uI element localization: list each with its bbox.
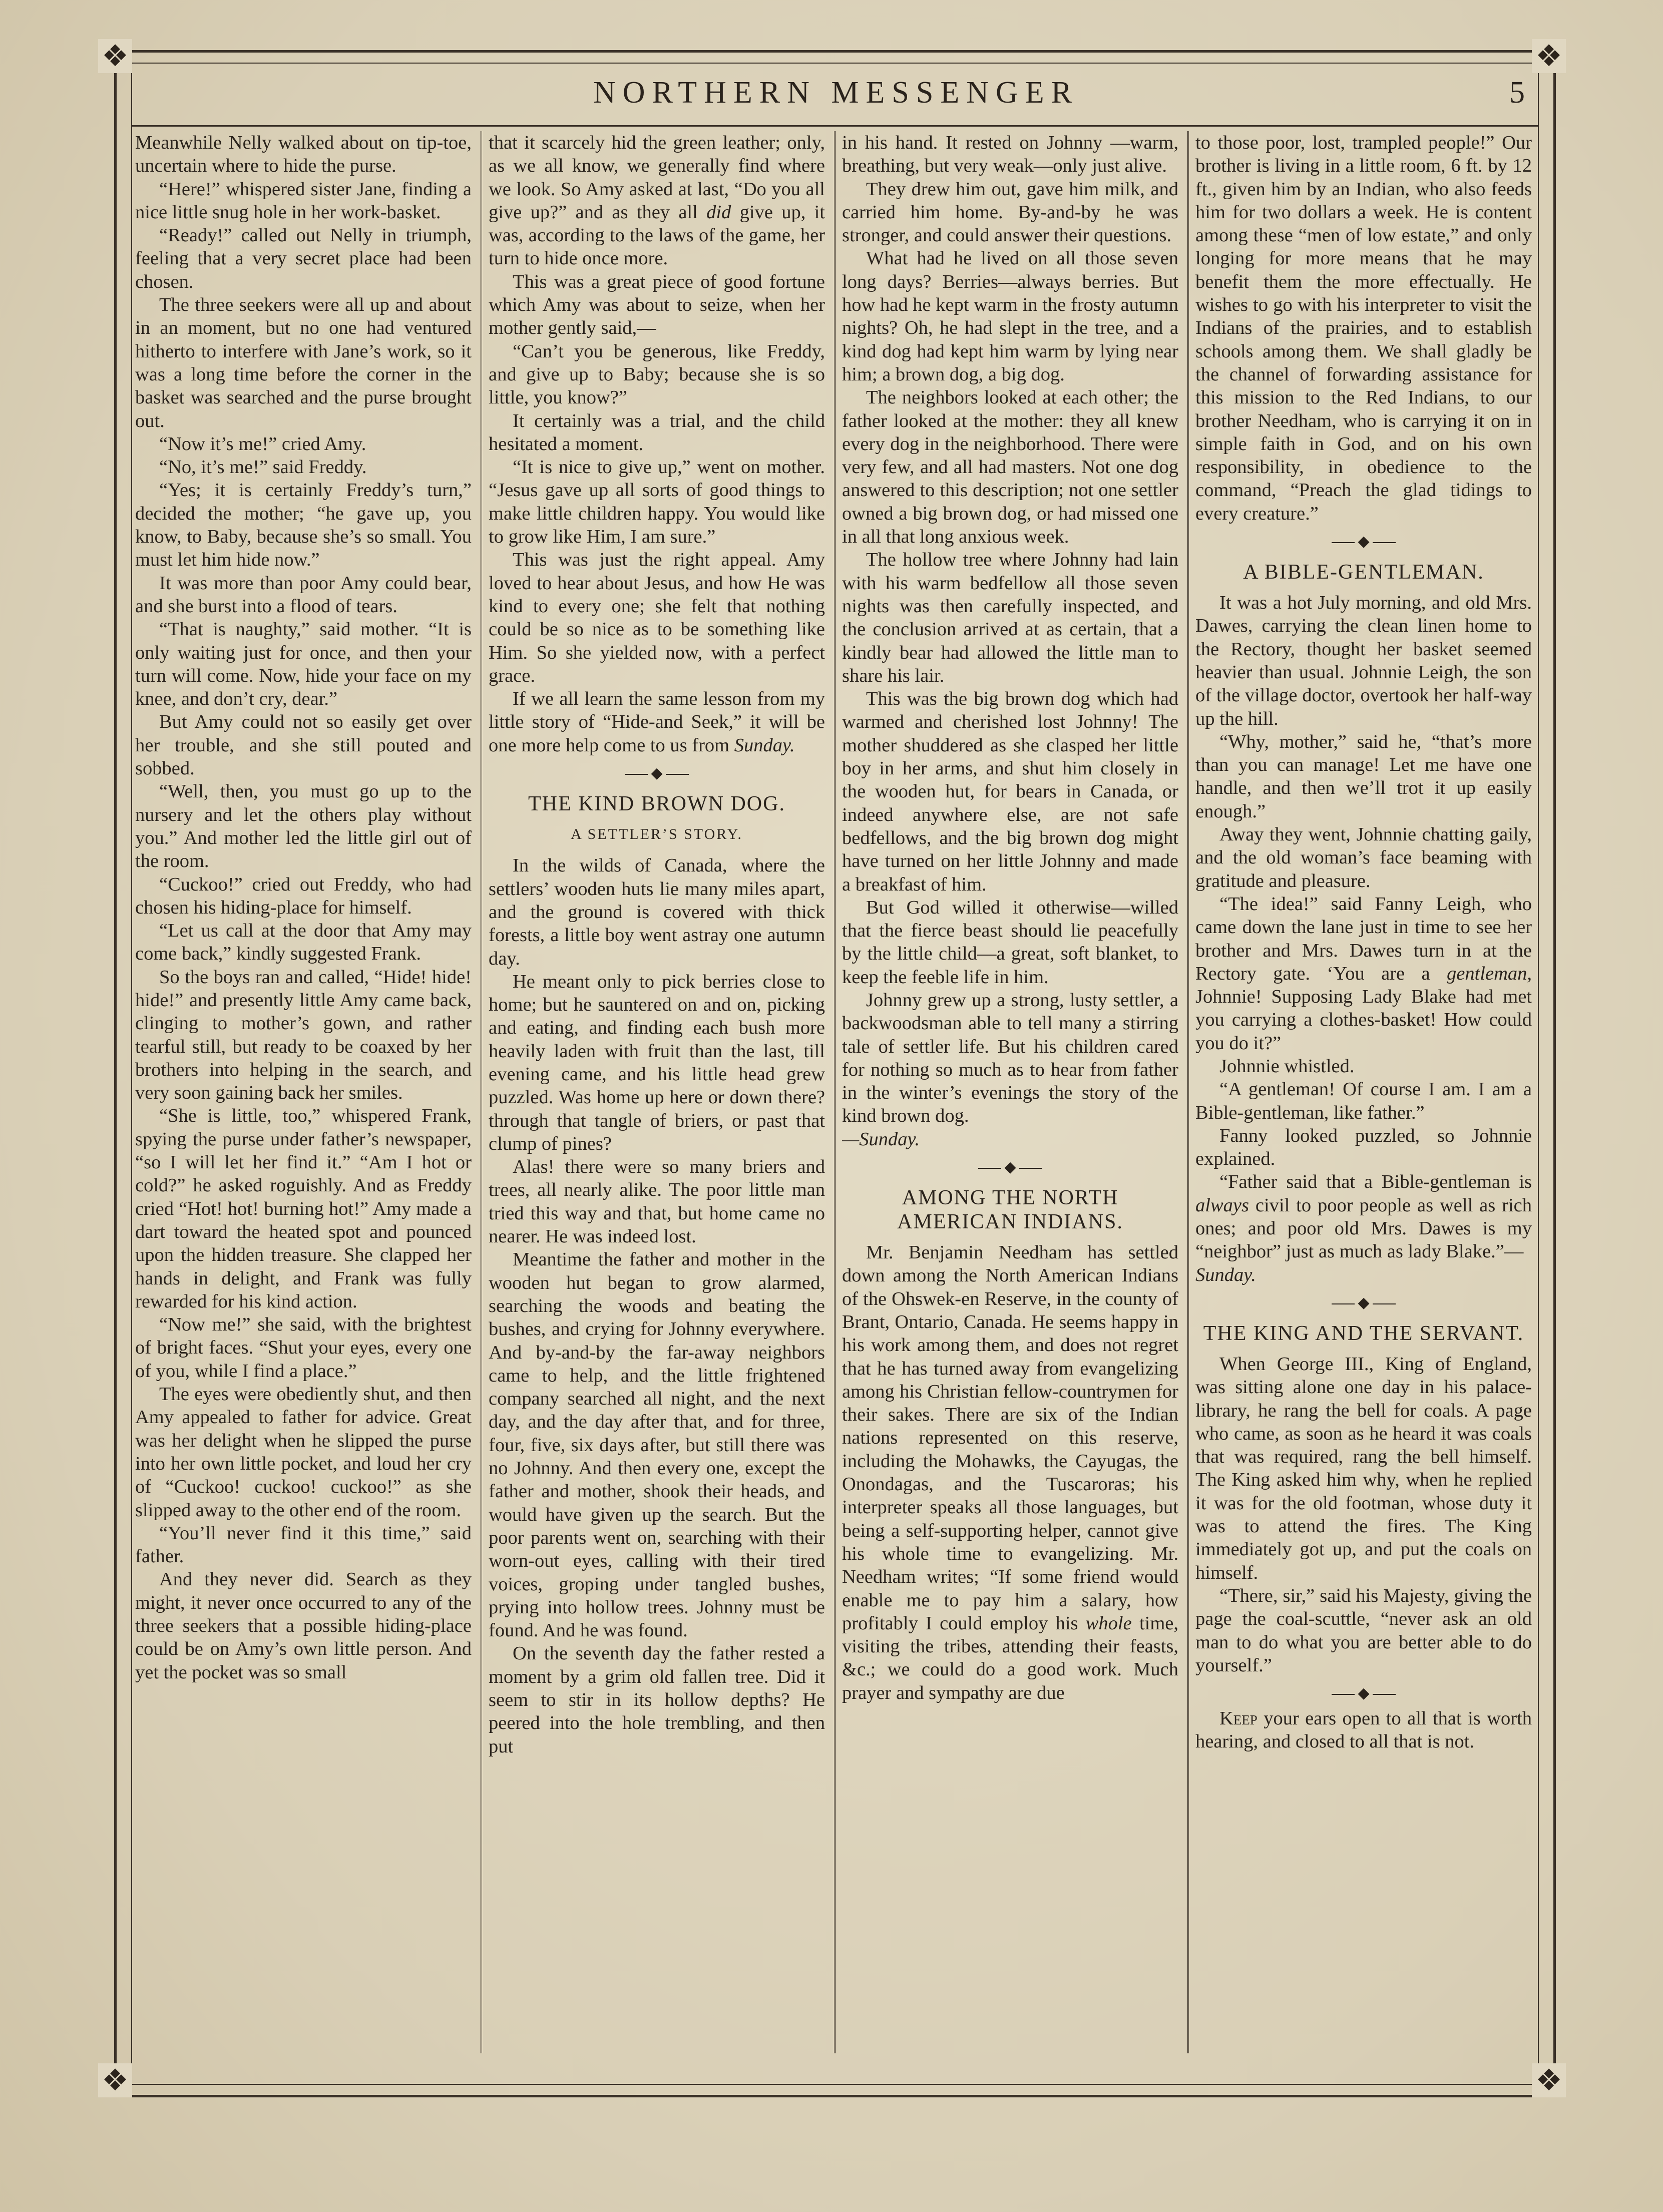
paragraph	[1195, 1170, 1532, 1286]
corner-ornament-top-left: ❖	[98, 39, 132, 73]
paragraph: On the seventh day the father rested a moment by a grim old fallen tree. Did it seem to stir in its hollow depths? He peered into the hole trembling, and then put	[489, 1643, 825, 1757]
paragraph: “No, it’s me!” said Freddy.	[159, 457, 367, 478]
separator-ornament	[489, 766, 825, 781]
paragraph: “Now it’s me!” cried Amy.	[159, 433, 366, 455]
paragraph: Johnnie whistled.	[1219, 1055, 1355, 1077]
paragraph: The three seekers were all up and about in an moment, but no one had ventured hitherto to interfere with Jane’s work, so it was a long time before the corner in the basket was searched and the purse brought out.	[135, 294, 472, 431]
paragraph-text: If we all learn the same lesson from my little story of “Hide-and Seek,” it will be one more help come to us from	[489, 688, 825, 756]
lead-word: Keep	[1219, 1708, 1258, 1729]
paragraph: Meantime the father and mother in the wooden hut began to grow alarmed, searching the woods and beating the bushes, and crying for Johnny everywhere. And by-and-by the far-away neighbors came to help, and the little frightened company searched all night, and the next day, and the day after that, and for three, four, five, six days after, but still there was no Johnny. And then every one, except the father and mother, shook their heads, and would have given up the search. But the poor parents went on, searching with their worn-out eyes, calling with their tired voices, groping under tangled bushes, prying into hollow trees. Johnny must be found. And he was found.	[489, 1249, 825, 1641]
paragraph: This was the big brown dog which had warmed and cherished lost Johnny! The mother shuddered as she clasped her little boy in her arms, and shut him closely in the wooden hut, for bears in Canada, or indeed anywhere else, are not safe bedfellows, and the big brown dog might have turned on her little Johnny and made a breakfast of him.	[842, 688, 1178, 895]
paragraph: in his hand. It rested on Johnny —warm, breathing, but very weak—only just alive.	[842, 132, 1178, 177]
column-divider	[834, 131, 836, 2053]
paragraph: “Yes; it is certainly Freddy’s turn,” decided the mother; “he gave up, you know, to Baby, because she’s so small. You must let him hide now.”	[135, 480, 472, 571]
paragraph: “Now me!” she said, with the brightest of bright faces. “Shut your eyes, every one of you, while I find a place.”	[135, 1314, 472, 1382]
paragraph-text: time, visiting the tribes, attending their feasts, &c.; we could do a good work. Much prayer and sympathy are due	[842, 1612, 1178, 1703]
separator-ornament	[1195, 534, 1532, 549]
corner-ornament-bottom-left: ❖	[98, 2063, 132, 2097]
paragraph-text: give up, it was, according to the laws of the game, her turn to hide once more.	[489, 201, 825, 269]
paragraph: They drew him out, gave him milk, and carried him home. By-and-by he was stronger, and could answer their questions.	[842, 178, 1178, 246]
diamond-icon: ◆	[1004, 1159, 1016, 1176]
paragraph-text: Johnnie! Supposing Lady Blake had met you carrying a clothes-basket! How could you do it?”	[1195, 986, 1532, 1054]
paragraph: “Cuckoo!” cried out Freddy, who had chosen his hiding-place for himself.	[135, 873, 472, 918]
paragraph: But Amy could not so easily get over her trouble, and she still pouted and sobbed.	[135, 711, 472, 779]
paragraph	[489, 687, 825, 757]
diamond-icon: ◆	[1358, 1685, 1370, 1702]
paragraph	[842, 989, 1178, 1151]
separator-ornament	[1195, 1295, 1532, 1310]
paragraph: “It is nice to give up,” went on mother. “Jesus gave up all sorts of good things to make little children happy. You would like to grow like Him, I am sure.”	[489, 457, 825, 548]
column-4	[1195, 131, 1532, 2053]
paragraph: When George III., King of England, was sitting alone one day in his palace-library, he rang the bell for coals. A page who came, as soon as he heard it was coals that was required, rang the bell himself. The King asked him why, when he replied it was for the old footman, whose duty it was to attend the fires. The King immediately got up, and put the coals on himself.	[1195, 1353, 1532, 1583]
paragraph-text: Mr. Benjamin Needham has settled down among the North American Indians of the Ohswek-en Reserve, in the county of Brant, Ontario, Canada. He seems happy in his work among them, and does not regret that he has turned away from evangelizing among his Christian fellow-countrymen for their sakes. There are six of the Indian nations represented on this reserve, including the Mohawks, the Cayugas, the Onondagas, and the Tuscaroras; his interpreter speaks all those languages, but being a self-supporting helper, cannot give his whole time to evangelizing. Mr. Needham writes; “If some friend would enable me to pay him a salary, how profitably I could employ his	[842, 1242, 1178, 1634]
diamond-icon: ◆	[1358, 1294, 1370, 1311]
corner-ornament-top-right: ❖	[1532, 39, 1566, 73]
paragraph: He meant only to pick berries close to home; but he sauntered on and on, picking and eating, and finding each bush more heavily laden with fruit than the last, till evening came, and his little head grew puzzled. Was home up here or down there? through that tangle of briers, or past that clump of pines?	[489, 971, 825, 1154]
paragraph: And they never did. Search as they might, it never once occurred to any of the three seekers that a possible hiding-place could be on Amy’s own little person. And yet the pocket was so small	[135, 1569, 472, 1683]
paragraph: “There, sir,” said his Majesty, giving the page the coal-scuttle, “never ask an old man to do what you are better able to do yourself.”	[1195, 1585, 1532, 1676]
paragraph-text: that it scarcely hid the green leather; only, as we all know, we generally find where we look. So Amy asked at last, “Do you all give up?” and as they all	[489, 132, 825, 223]
paragraph	[1195, 1707, 1532, 1753]
subheadline: A SETTLER’S STORY.	[571, 826, 743, 843]
source-credit: —Sunday.	[842, 1128, 920, 1150]
paragraph	[1195, 893, 1532, 1055]
paragraph: “You’ll never find it this time,” said father.	[135, 1522, 472, 1567]
diamond-icon: ◆	[1358, 533, 1370, 550]
headline-king-and-servant: THE KING AND THE SERVANT.	[1203, 1321, 1524, 1345]
paragraph: to those poor, lost, trampled people!” Our brother is living in a little room, 6 ft. by 12 ft., given him by an Indian, who also feeds him for two dollars a week. He is content among these “men of low estate,” and only longing for more means that he may benefit them the more effectually. He wishes to go with his interpreter to visit the Indians of the prairies, and to establish schools among them. We shall gladly be the channel of forwarding assistance for this mission to the Red Indians, to our brother Needham, who is carrying it on in simple faith in God, and on his own responsibility, in obedience to the command, “Preach the glad tidings to every creature.”	[1195, 132, 1532, 524]
paragraph: “Why, mother,” said he, “that’s more than you can manage! Let me have one handle, and then we’ll trot it up easily enough.”	[1195, 731, 1532, 822]
paragraph: The hollow tree where Johnny had lain with his warm bedfellow all those seven nights was then carefully inspected, and the conclusion arrived at as certain, that a kindly bear had allowed the little man to share his lair.	[842, 549, 1178, 686]
page-header	[135, 75, 1537, 120]
paragraph: The eyes were obediently shut, and then Amy appealed to father for advice. Great was her delight when he slipped the purse into her own little pocket, and loud her cry of “Cuckoo! cuckoo! cuckoo!” as she slipped away to the other end of the room.	[135, 1384, 472, 1521]
paragraph-text: your ears open to all that is worth hearing, and closed to all that is not.	[1195, 1708, 1532, 1752]
paragraph: “Well, then, you must go up to the nursery and let the others play without you.” And mother led the little girl out of the room.	[135, 781, 472, 872]
paragraph: This was a great piece of good fortune which Amy was about to seize, when her mother gently said,—	[489, 271, 825, 339]
column-divider	[1187, 131, 1189, 2053]
paragraph-text: civil to poor people as well as rich ones; and poor old Mrs. Dawes is my “neighbor” just as much as lady Blake.”—	[1195, 1194, 1532, 1262]
source-credit: Sunday.	[1195, 1264, 1256, 1285]
paragraph: Alas! there were so many briers and trees, all nearly alike. The poor little man tried this way and that, but home came no nearer. He was indeed lost.	[489, 1156, 825, 1247]
paragraph-text: Johnny grew up a strong, lusty settler, a backwoodsman able to tell many a stirring tale of settler life. But his children cared for nothing so much as to hear from father in the winter’s evenings the story of the kind brown dog.	[842, 989, 1178, 1127]
emphasis-text: whole	[1085, 1612, 1132, 1634]
paragraph: In the wilds of Canada, where the settlers’ wooden huts lie many miles apart, and the ground is covered with thick forests, a little boy went astray one autumn day.	[489, 855, 825, 969]
emphasis-text: did	[706, 201, 731, 223]
emphasis-text: always	[1195, 1194, 1249, 1216]
source-credit: Sunday.	[734, 734, 795, 756]
separator-ornament	[842, 1160, 1178, 1175]
paragraph: Meanwhile Nelly walked about on tip-toe, uncertain where to hide the purse.	[135, 132, 472, 177]
paragraph-text: “Father said that a Bible-gentleman is	[1219, 1171, 1532, 1193]
column-1	[135, 131, 472, 2053]
diamond-icon: ◆	[651, 765, 663, 782]
paragraph: It was a hot July morning, and old Mrs. Dawes, carrying the clean linen home to the Rectory, thought her basket seemed heavier than usual. Johnnie Leigh, the son of the village doctor, overtook her half-way up the hill.	[1195, 592, 1532, 729]
paragraph	[489, 131, 825, 270]
paragraph: But God willed it otherwise—willed that the fierce beast should lie peacefully by the little child—a great, soft blanket, to keep the feeble life in him.	[842, 897, 1178, 988]
headline-north-american-indians: AMONG THE NORTH AMERICAN INDIANS.	[897, 1186, 1123, 1234]
page-number: 5	[1509, 76, 1525, 110]
paragraph-text: “The idea!” said Fanny Leigh, who came down the lane just in time to see her brother and Mrs. Dawes turn in at the Rectory gate. ‘You are a	[1195, 893, 1532, 984]
paragraph: This was just the right appeal. Amy loved to hear about Jesus, and how He was kind to every one; she felt that nothing could be so nice as to be something like Him. So she yielded now, with a perfect grace.	[489, 549, 825, 686]
paragraph: “Let us call at the door that Amy may come back,” kindly suggested Frank.	[135, 920, 472, 965]
column-divider	[481, 131, 482, 2053]
paragraph: “Ready!” called out Nelly in triumph, feeling that a very secret place had been chosen.	[135, 225, 472, 292]
headline-bible-gentleman: A BIBLE-GENTLEMAN.	[1243, 561, 1484, 584]
column-3	[842, 131, 1178, 2053]
paragraph: The neighbors looked at each other; the father looked at the mother: they all knew every dog in the neighborhood. There were very few, and all had masters. Not one dog answered to this description; not one settler owned a big brown dog, or had missed one in all that long anxious week.	[842, 387, 1178, 548]
corner-ornament-bottom-right: ❖	[1532, 2063, 1566, 2097]
paragraph: So the boys ran and called, “Hide! hide! hide!” and presently little Amy came back, clinging to mother’s gown, and rather tearful still, but ready to be coaxed by her brothers into helping in the search, and very soon gaining back her smiles.	[135, 966, 472, 1104]
paragraph: “Here!” whispered sister Jane, finding a nice little snug hole in her work-basket.	[135, 178, 472, 223]
paragraph: “That is naughty,” said mother. “It is only waiting just for once, and then your turn will come. Now, hide your face on my knee, and don’t cry, dear.”	[135, 619, 472, 710]
header-rule	[131, 125, 1539, 127]
paragraph: It certainly was a trial, and the child hesitated a moment.	[489, 410, 825, 455]
paragraph: “Can’t you be generous, like Freddy, and give up to Baby; because she is so little, you know?”	[489, 340, 825, 408]
paragraph: “She is little, too,” whispered Frank, spying the purse under father’s newspaper, “so I will let her find it.” “Am I hot or cold?” he asked roguishly. And as Freddy cried “Hot! hot! burning hot!” Amy made a dart toward the heated spot and pounced upon the hidden treasure. She clapped her hands in delight, and Frank was fully rewarded for his kind action.	[135, 1105, 472, 1312]
paragraph: What had he lived on all those seven long days? Berries—always berries. But how had he kept warm in the frosty autumn nights? Oh, he had slept in the tree, and a kind dog had kept him warm by lying near him; a brown dog, a big dog.	[842, 248, 1178, 385]
paragraph	[842, 1241, 1178, 1704]
headline-kind-brown-dog: THE KIND BROWN DOG.	[528, 792, 785, 816]
paragraph: Fanny looked puzzled, so Johnnie explained.	[1195, 1125, 1532, 1170]
paragraph: Away they went, Johnnie chatting gaily, and the old woman’s face beaming with gratitude and pleasure.	[1195, 824, 1532, 892]
masthead-title: NORTHERN MESSENGER	[593, 76, 1079, 110]
emphasis-text: gentleman,	[1447, 963, 1532, 984]
paragraph: “A gentleman! Of course I am. I am a Bible-gentleman, like father.”	[1195, 1079, 1532, 1123]
column-2	[489, 131, 825, 2053]
article-columns	[135, 131, 1535, 2053]
separator-ornament	[1195, 1686, 1532, 1701]
paragraph: It was more than poor Amy could bear, and she burst into a flood of tears.	[135, 572, 472, 617]
